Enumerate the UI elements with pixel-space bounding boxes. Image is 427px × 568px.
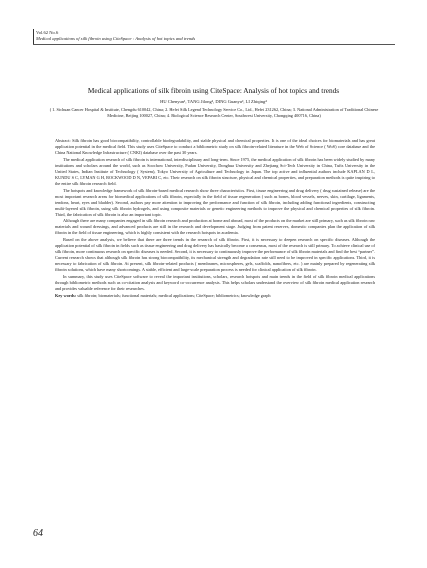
running-title: Medical applications of silk fibroin using CiteSpace : Analysis of hot topics and trends <box>36 36 196 41</box>
article-title: Medical applications of silk fibroin using CiteSpace: Analysis of hot topics and trends <box>87 86 340 95</box>
abstract-paragraph: Based on the above analysis, we believe that there are three trends in the research of silk fibroin. First, it is necessary to deepen research on specific diseases. Although the application potential of silk fibroin in fields such as tissue engineering and drug delivery has basically become a consensus, most of the research is still primary. To achieve clinical use of silk fibroin, more continuous research on specific diseases is needed. Second, it is necessary to continuously improve the performance of silk fibroin materials and find the best “partner”. Current research shows that although silk fibroin has strong biocompatibility, its mechanical strength and degradation rate still need to be improved in specific applications. Third, it is necessary to fabrication of silk fibroin. At present, silk fibroin-related products ( membranes, microspheres, gels, scaffolds, nanofibers, etc. ) are mainly prepared by regenerating silk fibroin solutions, which have many shortcomings. A stable, efficient and large-scale preparation process is needed for clinical application of silk fibroin. <box>55 237 375 273</box>
volume-issue: Vol.62 No.6 <box>36 30 59 35</box>
header-horizontal-rule <box>33 44 395 45</box>
abstract-block <box>55 138 375 299</box>
abstract-paragraph: The medical application research of silk fibroin is international, interdisciplinary and long-term. Since 1975, the medical application of silk fibroin has been widely studied by many institutions and scholars around the world, such as Soochow University, Fudan University, Donghua University and Zhejiang Sci-Tech University in China, Tufts University in the United States, Indian Institute of Technology ( System), Tokyo University of Agriculture and Technology in Japan. The top active and influential authors include KAPLAN D L, KUNDU S C, LYMAN G H, ROCKWOOD D N, VEPARI C, etc. Their research on silk fibroin structure, physical and chemical properties, and preparation methods is quite inspiring to the entire silk fibroin research field. <box>55 156 375 186</box>
running-header <box>36 30 396 42</box>
abstract-paragraph: The hotspots and knowledge framework of silk fibroin-based medical research show three characteristics. First, tissue engineering and drug delivery ( drug sustained release) are the most important research areas for biomedical applications of silk fibroin, especially in the field of tissue regeneration ( such as bones, blood vessels, nerves, skin, cartilage, ligaments, tendons, heart, eyes and bladder). Second, authors pay more attention to improving the performance and function of silk fibroin, including adding functional ingredients, constructing multi-layered silk fibroin, using silk fibroin hydrogels, and using composite materials or genetic engineering methods to improve the physical and chemical properties of silk fibroin. Third, the fabrication of silk fibroin is also an important topic. <box>55 187 375 217</box>
page-number: 64 <box>33 528 43 539</box>
keywords <box>55 293 375 299</box>
abstract-paragraph: Abstract: Silk fibroin has good biocompatibility, controllable biodegradability, and stable physical and chemical properties. It is one of the ideal choices for biomaterials and has great application potential in the medical field. This study uses CiteSpace to conduct a bibliometric study on silk fibroin-related literature in the Web of Science ( WoS) core database and the China National Knowledge Infrastructure ( CNKI) database over the past 30 years. <box>55 138 375 156</box>
header-vertical-rule <box>33 29 34 44</box>
keywords-text: silk fibroin; biomaterials; functional materials; medical applications; CiteSpace; bibliometrics; knowledge graph <box>77 293 271 299</box>
keywords-label: Key words: <box>55 293 77 299</box>
affiliations: ( 1. Sichuan Cancer Hospital & Institute, Chengdu 610042, China; 2. Hefei Silk Legend Technology Service Co., Ltd., Hefei 231262, China; 3. National Administration of Traditional Chinese Medicine, Beijing 100027, China; 4. Biological Science Research Center, Southwest University, Chongqing 400716, China) <box>49 107 379 119</box>
abstract-paragraph: Although there are many companies engaged in silk fibroin research and production at home and abroad, most of the products on the market are still primary, such as silk fibroin raw materials and wound dressings, and advanced products are still in the research and development stage. Judging from patent reserves, domestic companies plan the application of silk fibroin in the field of tissue engineering, which is highly consistent with the research hotspots in academia. <box>55 218 375 236</box>
abstract-paragraph: In summary, this study uses CiteSpace software to reveal the important institutions, scholars, research hotspots and main trends in the field of silk fibroin medical applications through bibliometric methods such as co-citation analysis and keyword co-occurrence analysis. This helps scholars understand the overview of silk fibroin medical application research and provides valuable reference for their researches. <box>55 274 375 292</box>
author-list: HU Chenyun¹, TANG Jilong², DING Guanyu³, LI Zhiqing⁴ <box>160 99 267 104</box>
